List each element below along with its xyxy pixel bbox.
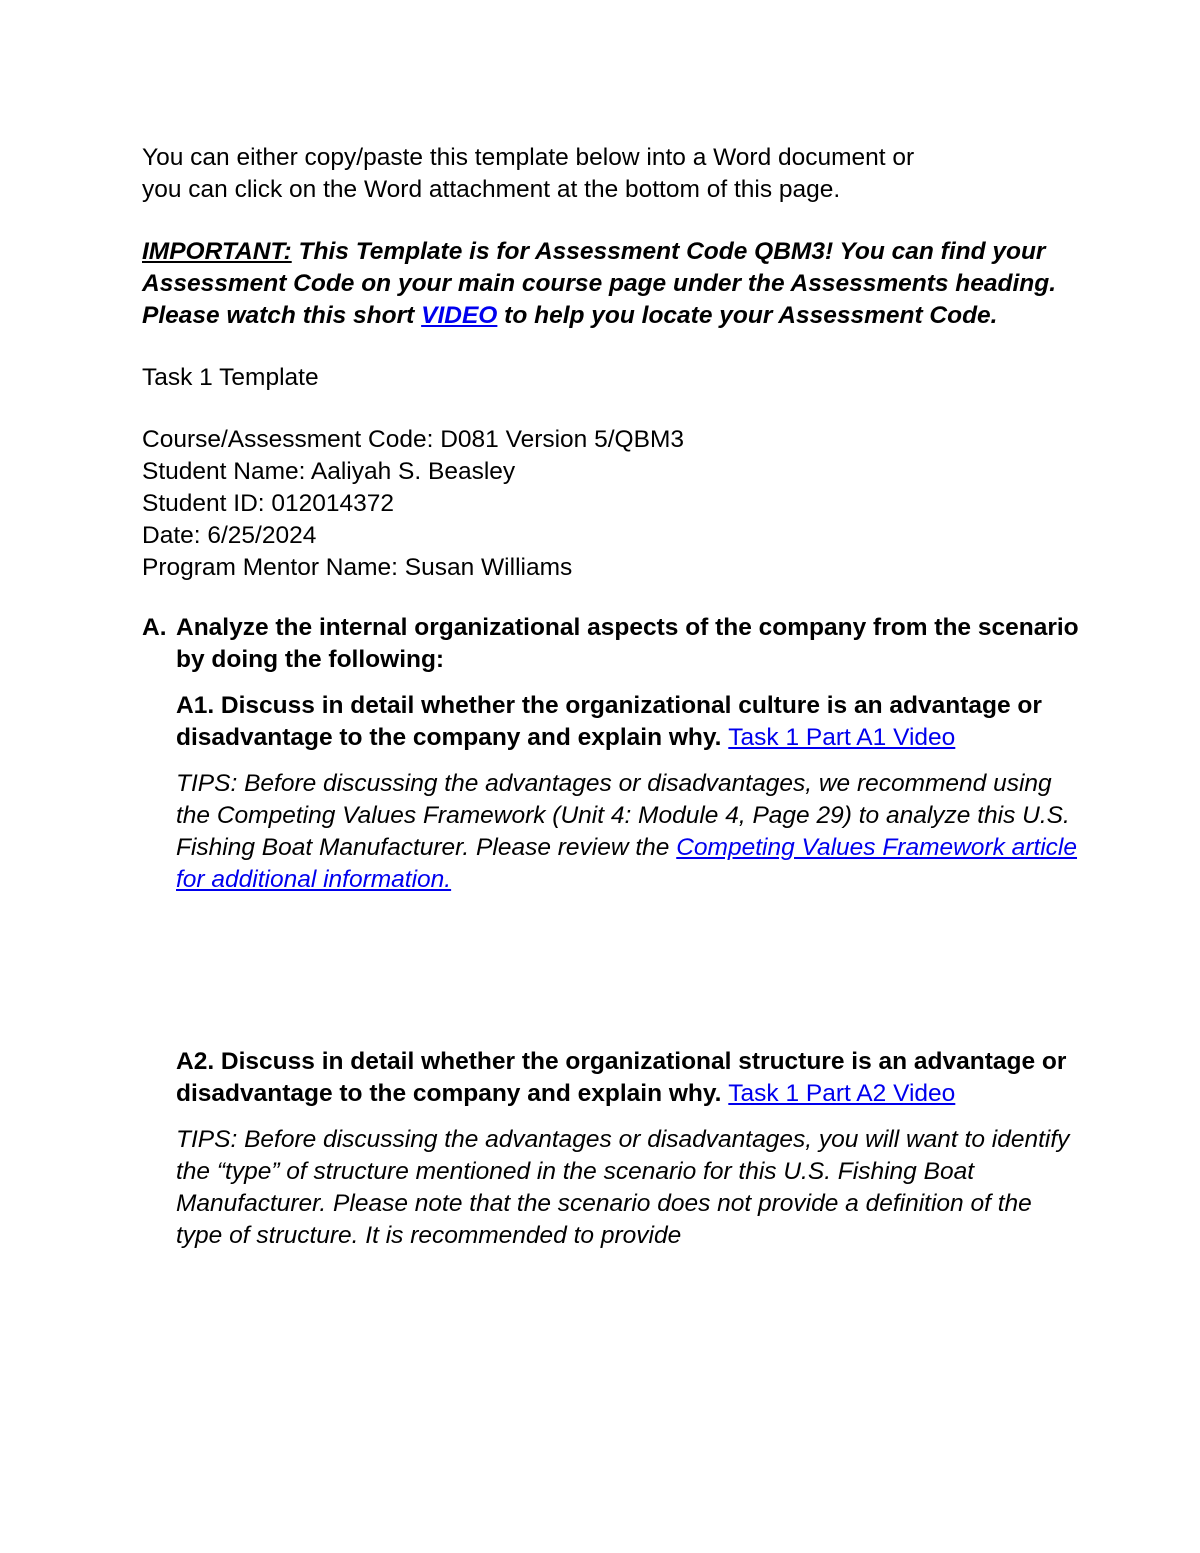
important-text-end: to help you locate your Assessment Code. <box>497 302 998 329</box>
date: Date: 6/25/2024 <box>142 522 317 549</box>
a2-video-link[interactable]: Task 1 Part A2 Video <box>728 1080 956 1107</box>
course-code: Course/Assessment Code: D081 Version 5/QBM3 <box>142 426 684 453</box>
a1-tips-text: TIPS: Before discussing the advantages or disadvantages, we recommend using the Competing Values Framework (Unit 4: Module 4, Page 29) to analyze this U.S. Fishing Boat Manufacturer. Please review the <box>176 770 1070 861</box>
important-text: This Template is for Assessment Code QBM3! You can find your Assessment Code on your main course page under the Assessments heading. Please watch this short <box>142 238 1057 329</box>
a1-tips <box>176 768 1082 896</box>
intro-line-1: You can either copy/paste this template below into a Word document or <box>142 144 915 171</box>
program-mentor: Program Mentor Name: Susan Williams <box>142 554 573 581</box>
video-link[interactable]: VIDEO <box>421 302 498 329</box>
answer-space <box>176 896 1082 1046</box>
important-label: IMPORTANT: <box>142 238 292 265</box>
a2-question <box>176 1046 1082 1110</box>
a2-question-text: A2. Discuss in detail whether the organizational structure is an advantage or disadvantage to the company and explain why. <box>176 1048 1067 1107</box>
intro-paragraph <box>142 142 1082 206</box>
a1-video-link[interactable]: Task 1 Part A1 Video <box>728 724 956 751</box>
a2-tips: TIPS: Before discussing the advantages or disadvantages, you will want to identify the “type” of structure mentioned in the scenario for this U.S. Fishing Boat Manufacturer. Please note that the scenario does not provide a definition of the type of structure. It is recommended to provide <box>176 1126 1070 1249</box>
section-a-body <box>176 690 1082 1252</box>
competing-values-link[interactable]: Competing Values Framework article for additional information. <box>176 834 1078 893</box>
intro-line-2: you can click on the Word attachment at the bottom of this page. <box>142 176 841 203</box>
important-notice <box>142 236 1082 332</box>
a1-question-text: A1. Discuss in detail whether the organizational culture is an advantage or disadvantage to the company and explain why. <box>176 692 1042 751</box>
student-name: Student Name: Aaliyah S. Beasley <box>142 458 516 485</box>
task-title: Task 1 Template <box>142 364 319 391</box>
a1-question <box>176 690 1082 754</box>
section-a-heading <box>142 612 1082 676</box>
student-info-block <box>142 424 1082 584</box>
document-page <box>142 142 1082 1252</box>
section-a-text: Analyze the internal organizational aspects of the company from the scenario by doing the following: <box>176 614 1079 673</box>
section-a-label: A. <box>142 614 167 641</box>
student-id: Student ID: 012014372 <box>142 490 395 517</box>
